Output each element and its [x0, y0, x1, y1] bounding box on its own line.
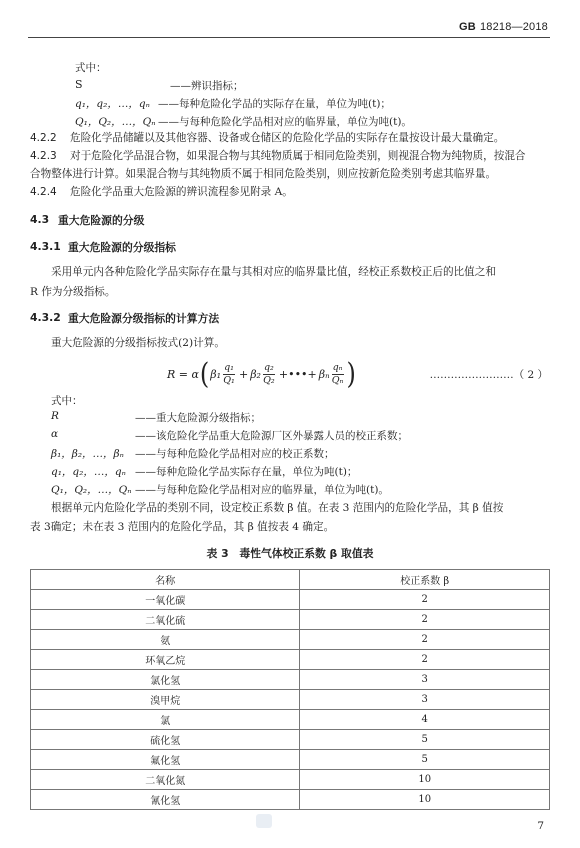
fraction-numerator: qₙ [332, 361, 343, 373]
formula-number: ……………………（ 2 ） [429, 369, 548, 381]
beta-table [30, 569, 550, 810]
clause-number: 4.2.4 [30, 186, 57, 198]
table-row [31, 750, 550, 770]
legend2-sym-Q: Q₁，Q₂，…，Qₙ [51, 484, 132, 496]
legend2-sym-R: R [51, 410, 59, 422]
fraction-denominator: Q₂ [263, 374, 275, 386]
table-row [31, 770, 550, 790]
legend1-desc-q: ——每种危险化学品的实际存在量，单位为吨(t)； [158, 98, 391, 110]
table-row [31, 710, 550, 730]
section-number: 4.3.2 [30, 311, 61, 324]
paragraph: R 作为分级指标。 [30, 286, 116, 298]
formula-open-paren: ( [199, 357, 210, 391]
substance-name: 硫化氢 [31, 730, 300, 750]
formula-lhs: R = α [167, 367, 199, 381]
beta-value: 2 [300, 650, 550, 670]
fraction-denominator: Q₁ [223, 374, 235, 386]
formula-ellipsis: +•••+ [278, 367, 317, 381]
table-row [31, 590, 550, 610]
beta-value: 3 [300, 690, 550, 710]
substance-name: 一氧化碳 [31, 590, 300, 610]
formula-close-paren: ) [346, 357, 356, 391]
table-row [31, 730, 550, 750]
beta-value: 10 [300, 790, 550, 810]
beta-value: 2 [300, 610, 550, 630]
paragraph: 根据单元内危险化学品的类别不同，设定校正系数 β 值。在表 3 范围内的危险化学品，其 β 值按 [51, 502, 504, 514]
section-title: 重大危险源的分级 [58, 214, 145, 227]
substance-name: 溴甲烷 [31, 690, 300, 710]
legend2-desc-beta: ——与每种危险化学品相对应的校正系数； [135, 448, 335, 460]
section-number: 4.3 [30, 213, 50, 226]
formula-fraction-2 [263, 362, 275, 387]
substance-name: 氟化氢 [31, 750, 300, 770]
legend1-desc-Q: ——与每种危险化学品相对应的临界量，单位为吨(t)。 [158, 116, 412, 128]
legend2-sym-alpha: α [51, 428, 59, 440]
standard-number: 18218—2018 [479, 21, 548, 33]
beta-value: 4 [300, 710, 550, 730]
table-title: 表 3 毒性气体校正系数 β 取值表 [206, 547, 374, 560]
paragraph: 重大危险源的分级指标按式(2)计算。 [51, 337, 225, 349]
legend2-desc-q: ——每种危险化学品实际存在量，单位为吨(t)； [135, 466, 358, 478]
fraction-numerator: q₁ [224, 361, 234, 373]
substance-name: 二氧化硫 [31, 610, 300, 630]
formula-beta-2: β₂ [250, 367, 261, 381]
legend1-intro: 式中： [75, 62, 107, 74]
watermark-icon [256, 814, 272, 828]
legend2-sym-beta: β₁，β₂，…，βₙ [51, 448, 124, 460]
standard-prefix: GB [459, 21, 476, 33]
table-row [31, 650, 550, 670]
clause-text: 危险化学品储罐以及其他容器、设备或仓储区的危险化学品的实际存在量按设计最大量确定。 [70, 132, 505, 144]
paragraph: 采用单元内各种危险化学品实际存在量与其相对应的临界量比值，经校正系数校正后的比值之和 [51, 266, 496, 278]
page-number: 7 [537, 820, 544, 832]
substance-name: 氯化氢 [31, 670, 300, 690]
legend2-intro: 式中： [51, 395, 83, 407]
formula-plus: + [238, 367, 249, 381]
table-row [31, 790, 550, 810]
header-rule [28, 37, 550, 38]
table-row [31, 610, 550, 630]
formula-beta-1: β₁ [210, 367, 222, 381]
substance-name: 环氧乙烷 [31, 650, 300, 670]
table-row [31, 670, 550, 690]
section-number: 4.3.1 [30, 240, 61, 253]
section-title: 重大危险源分级指标的计算方法 [68, 312, 220, 325]
legend1-sym-s: S [75, 78, 83, 91]
beta-value: 3 [300, 670, 550, 690]
column-header-name: 名称 [31, 570, 300, 590]
legend1-sym-Q: Q₁，Q₂，…，Qₙ [75, 116, 156, 128]
formula-2 [167, 357, 357, 391]
clause-text: 危险化学品重大危险源的辨识流程参见附录 A。 [70, 186, 293, 198]
beta-value: 10 [300, 770, 550, 790]
legend1-sym-q: q₁，q₂，…，qₙ [75, 98, 150, 110]
fraction-denominator: Qₙ [331, 374, 344, 386]
beta-value: 2 [300, 630, 550, 650]
substance-name: 氯 [31, 710, 300, 730]
table-row [31, 690, 550, 710]
formula-fraction-1 [223, 362, 235, 387]
clause-number: 4.2.2 [30, 132, 57, 144]
column-header-beta: 校正系数 β [300, 570, 550, 590]
formula-fraction-n [332, 362, 344, 387]
standard-code [459, 21, 548, 33]
fraction-numerator: q₂ [263, 361, 274, 373]
legend2-desc-Q: ——与每种危险化学品相对应的临界量，单位为吨(t)。 [135, 484, 389, 496]
beta-value: 2 [300, 590, 550, 610]
substance-name: 氨 [31, 630, 300, 650]
formula-beta-n: βₙ [318, 367, 330, 381]
legend2-desc-R: ——重大危险源分级指标； [135, 412, 261, 424]
beta-value: 5 [300, 750, 550, 770]
section-title: 重大危险源的分级指标 [68, 241, 176, 254]
legend2-sym-q: q₁，q₂，…，qₙ [51, 466, 126, 478]
beta-value: 5 [300, 730, 550, 750]
table-row [31, 630, 550, 650]
paragraph: 表 3确定；未在表 3 范围内的危险化学品，其 β 值按表 4 确定。 [30, 521, 335, 533]
substance-name: 二氧化氮 [31, 770, 300, 790]
table-header-row [31, 570, 550, 590]
clause-number: 4.2.3 [30, 150, 57, 162]
legend2-desc-alpha: ——该危险化学品重大危险源厂区外暴露人员的校正系数； [135, 430, 408, 442]
legend1-desc-s: ——辨识指标； [170, 80, 244, 92]
substance-name: 氰化氢 [31, 790, 300, 810]
clause-text-continued: 合物整体进行计算。如果混合物与其纯物质不属于相同危险类别，则应按新危险类别考虑其临界量。 [30, 168, 497, 180]
clause-text: 对于危险化学品混合物，如果混合物与其纯物质属于相同危险类别，则视混合物为纯物质，按混合 [70, 150, 526, 162]
